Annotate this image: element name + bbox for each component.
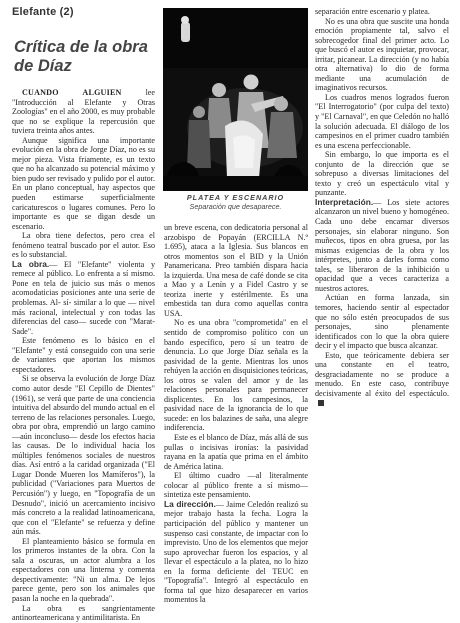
col3-paragraph-1: separación entre escenario y platea. [315, 7, 430, 16]
col3-paragraph-2: No es una obra que suscite una honda emoción propiamente tal, salvo el sobrecogedor final del primer acto. Lo que buscó el autor es inquietar, provocar, irritar, picanear. La dirección (y no había otra alternativa) lo dio de forma mediante una acumulación de imaginativos recursos. [315, 16, 449, 93]
col1-p4-text: — El "Elefante" violenta y remece al público. Lo enfrenta a sí mismo. Pone en tela de juicio sus más o menos acomodaticias posiciones ante una serie de problemas. Al- sí- similar a lo que — nivel más racional, intelectual y con todas las diferencias del caso— sucede con "Marat-Sade". [12, 259, 155, 336]
col1-paragraph-7: El planteamiento básico se formula en los primeros instantes de la obra. Con la sala a oscuras, un actor alumbra a los espectadores con una linterna y comenta despectivamente: "Ni un alma. De lejos parece gente, pero son los animales que pasan la noche en la quebrada". [12, 536, 155, 603]
subhead-interpretacion: Interpretación. [315, 196, 374, 207]
column-3 [315, 7, 449, 408]
col1-paragraph-3: La obra tiene defectos, pero crea el fenómeno teatral buscado por el autor. Eso es lo substancial. [12, 231, 155, 260]
lead-caps: CUANDO ALGUIEN [22, 88, 122, 97]
col1-paragraph-8: La obra es sangrientamente antinorteamericana y antimilitarista. En [12, 603, 155, 623]
col3-paragraph-3: Los cuadros menos logrados fueron "El Interrogatorio" (por culpa del texto) y "El Carnaval", en que Celedón no halló la solución adecuada. El diálogo de los campesinos en el primer cuadro también es una escena perfeccionable. [315, 92, 449, 150]
col2-paragraph-2: No es una obra "comprometida" en el sentido de compromiso político con un bando específico, pero sí un teatro de denuncia. Lo que Jorge Díaz señala es la pasividad de la gente. Mientras los unos rehúyen la acción en disquisiciones teóricas, los otros se valen del amor y de las relaciones personales para permanecer displicentes. En los campesinos, la pasividad nace de la ignorancia de lo que sucede: en los balazines de saña, una alegre indiferencia. [164, 318, 308, 433]
col3-paragraph-5 [315, 198, 449, 293]
photo-caption [163, 194, 308, 211]
stage-scene-image [163, 8, 308, 191]
col1-paragraph-1 [12, 88, 155, 136]
col3-p5-text: — Los siete actores alcanzaron un nivel bueno y homogéneo. Cada uno debe encarnar diversos personajes, sin elaborar ninguno. Son muñecos, tipos en obra gruesa, por las mismas exigencias de la obra y los intérpretes, junto a darles forma como tales, se liberaron de la inhibición u opacidad que a veces caracteriza a nuestros actores. [315, 197, 449, 293]
col1-paragraph-5: Este fenómeno es lo básico en el "Elefante" y está conseguido con una serie de variantes que aportan los mismos espectadores. [12, 336, 155, 374]
col1-p1-text: lee "Introducción al Elefante y Otras Zoologías" en el año 2000, es muy probable que no se explique la repercusión que tuviera treinta años antes. [12, 88, 155, 136]
col2-p5-text: — Jaime Celedón realizó su mejor trabajo hasta la fecha. Logra la participación del público y mantener un suspenso casi constante, de impactar con lo imprevisto. Uno de los elementos que mejor supo aprovechar fueron los espacios, y al llevar el espectáculo a la platea, no lo hizo en la forma deficiente del TEUC en "Topografía". Integró al espectáculo en forma tal que hizo desaparecer en varios momentos la [164, 499, 308, 605]
col1-paragraph-6: Si se observa la evolución de Jorge Díaz como autor desde "El Cepillo de Dientes" (1961), se verá que parte de una conciencia intuitiva del absurdo del mundo actual en el terreno de las relaciones personales. Luego, obra por obra, emprendió un largo camino —aún inconcluso— desde los efectos hacia las causas. De lo individual hacia los múltiples fenómenos sociales de nuestros días. Así entró a la caridad organizada ("El Lugar Donde Mueren los Mamíferos"), la publicidad ("Variaciones para Muertos de Percusión") y luego, en "Topografía de un Desnudo", inició un acercamiento incisivo más concreto a la realidad latinoamericana, que con el "Elefante" se refuerza y define aún más. [12, 374, 155, 537]
col1-paragraph-4 [12, 260, 155, 336]
col2-paragraph-3: Este es el blanco de Díaz, más allá de sus pullas o incisivas ironías: la pasividad rayana en la apatía que prima en el ámbito de América latina. [164, 433, 308, 471]
col2-paragraph-5 [164, 500, 308, 605]
subhead-la-direccion: La dirección. [164, 498, 216, 509]
col3-p7-text: Esto, que teóricamente debiera ser una constante en el teatro, desgraciadamente no se produce a menudo. En este caso, contribuye decisivamente al éxito del espectáculo. [315, 350, 449, 398]
end-of-article-mark [318, 400, 324, 406]
col3-paragraph-4: Sin embargo, lo que importa es el conjunto de la dirección que se sobrepuso a diversas limitaciones del texto y creó un espectáculo vital y punzante. [315, 150, 449, 198]
stage-photo [163, 8, 308, 191]
caption-subtitle: Separación que desaparece. [189, 201, 282, 211]
column-2 [164, 223, 308, 605]
caption-title: PLATEA Y ESCENARIO [186, 193, 285, 202]
col3-paragraph-7 [315, 351, 449, 408]
running-head: Elefante (2) [12, 6, 74, 18]
col2-paragraph-1: un breve escena, con dedicatoria personal al arzobispo de Popayán (ERCILLA N.º 1.695), ataca a la Iglesia. Sus blancos en otros momentos son el BID y la Unión Panamericana. Preo también dispara hacia la izquierda. Una mesa de café donde se cita a Mao y a Lenín y a Fidel Castro y se teoriza inerte y estérilmente. Es una embestida tan dura como aquellas contra USA. [164, 223, 308, 318]
col3-paragraph-6: Actúan en forma lanzada, sin temores, haciendo sentir al espectador que no sólo estén preocupados de sus personajes, sino plenamente identificados con lo que la obra quiere decir y el impacto que busca alcanzar. [315, 293, 449, 351]
article-title: Crítica de la obra de Díaz [14, 38, 148, 75]
col2-paragraph-4: El último cuadro —al literalmente colocar al público frente a sí mismo— sintetiza este pensamiento. [164, 471, 308, 500]
subhead-la-obra: La obra. [12, 258, 50, 269]
col1-paragraph-2: Aunque significa una importante evolución en la obra de Jorge Díaz, no es su mejor pieza. Vista friamente, es un texto que no ha alcanzado su potencial máximo y bien pudo ser revisado y pulido por el autor. En un plano conceptual, hay aspectos que pueden estimarse superficialmente caricaturescos o lugares comunes. Pero lo importante es que se digan desde un escenario. [12, 135, 155, 231]
column-1 [12, 88, 155, 623]
